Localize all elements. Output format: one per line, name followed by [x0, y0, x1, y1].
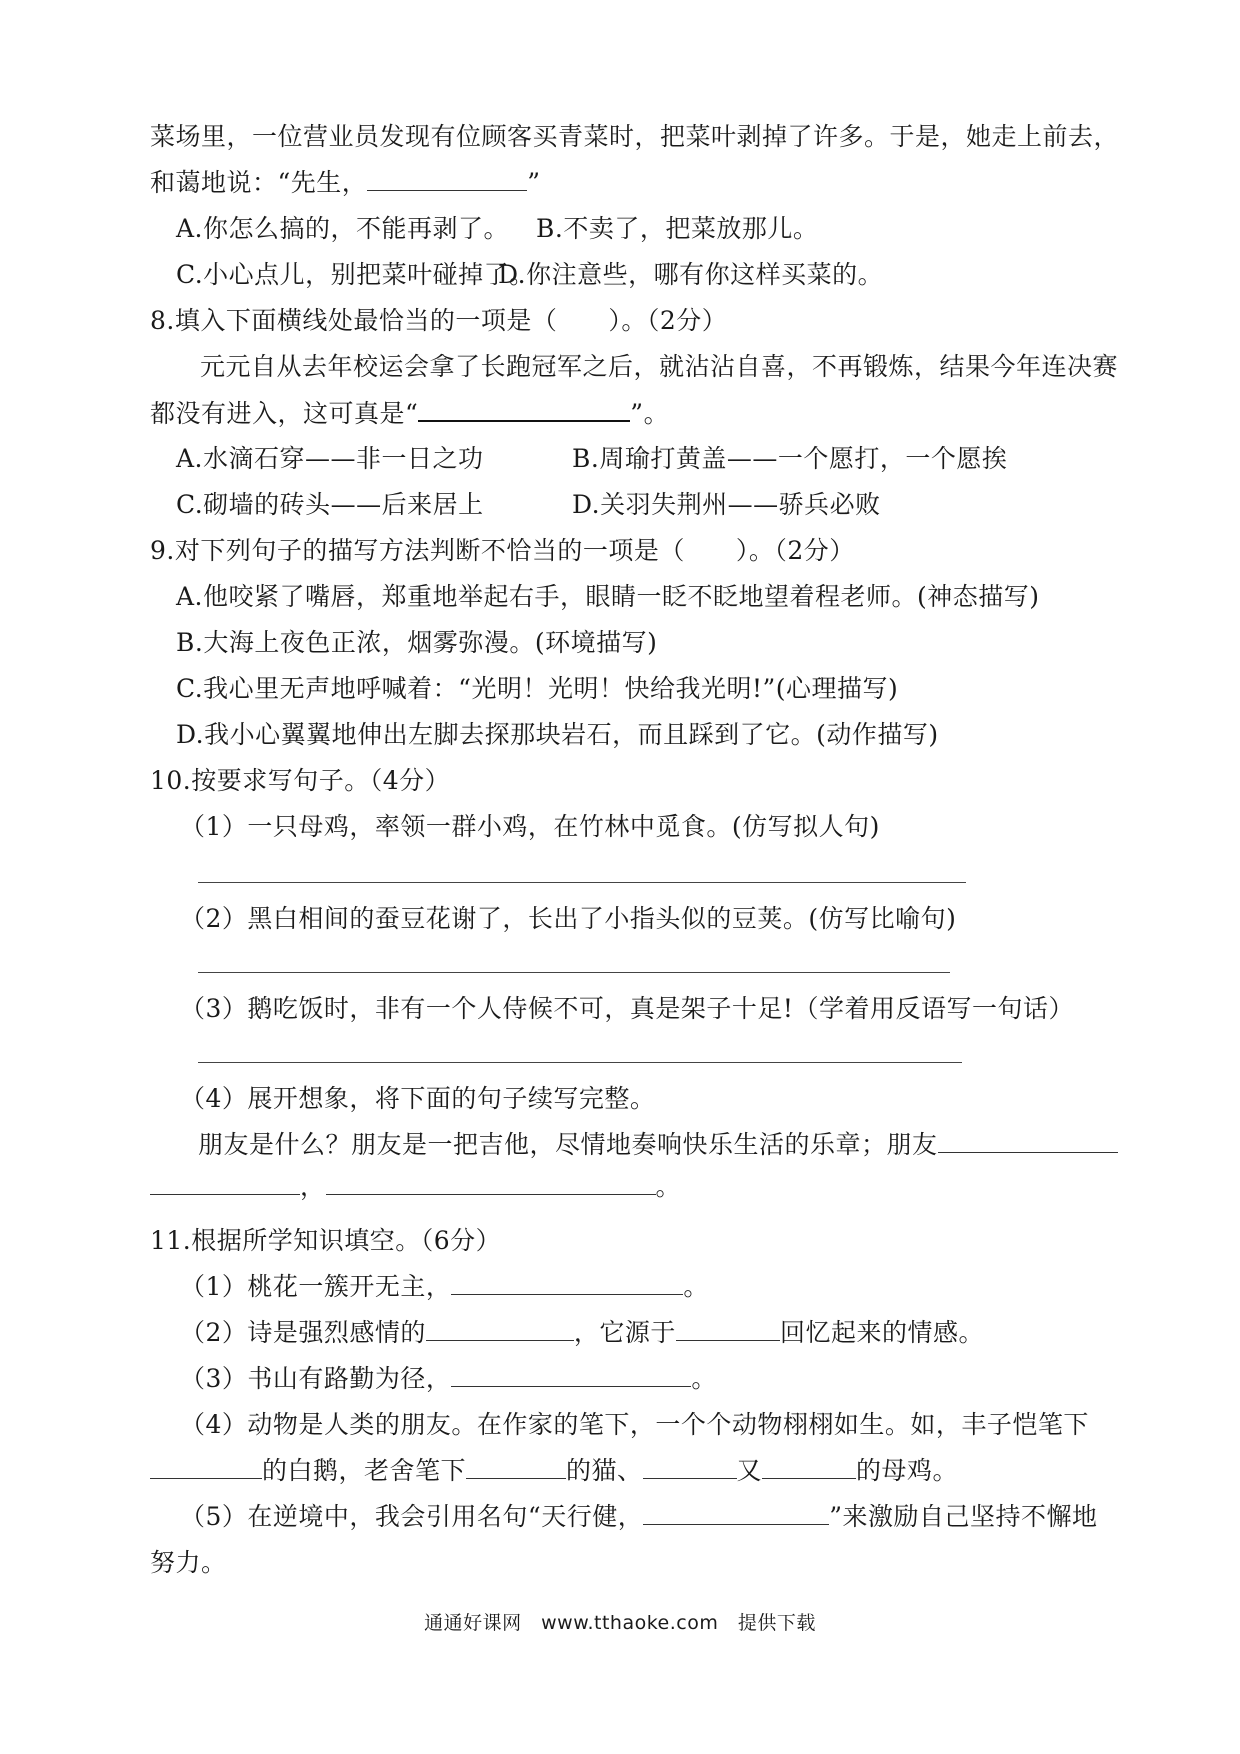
q10-item4-text-a: 朋友是什么？朋友是一把吉他，尽情地奏响快乐生活的乐章；朋友: [198, 1130, 938, 1159]
q11-item4-text-e: 的母鸡。: [856, 1456, 959, 1485]
q11-item4-blank-2[interactable]: [466, 1454, 566, 1479]
q10-item3-answer-line[interactable]: [198, 1062, 962, 1063]
q10-item1-answer-line[interactable]: [198, 882, 966, 883]
q8-option-d: D.关羽失荆州——骄兵必败: [572, 490, 881, 519]
q11-item4-text-c: 的猫、: [566, 1456, 643, 1485]
q7-stem-close-quote: ”: [527, 168, 541, 197]
q7-option-a: A.你怎么搞的，不能再剥了。: [176, 214, 510, 243]
q11-item4-text-d: 又: [736, 1456, 763, 1485]
q8-title: 8.填入下面横线处最恰当的一项是（ ）。（2分）: [150, 306, 728, 335]
q11-item2-text-b: ，它源于: [573, 1318, 676, 1347]
q11-item2-text: （2）诗是强烈感情的: [180, 1318, 426, 1347]
q8-option-b: B.周瑜打黄盖——一个愿打，一个愿挨: [572, 444, 1008, 473]
q11-item4-text-b: 的白鹅，老舍笔下: [262, 1456, 467, 1485]
q11-item3-blank[interactable]: [451, 1362, 691, 1387]
q11-item2: [180, 1316, 984, 1350]
q8-answer-blank[interactable]: [418, 396, 630, 422]
q11-item4-line2: [150, 1454, 958, 1488]
q8-text: 都没有进入，这可真是“: [150, 399, 419, 428]
q11-item4-blank-1[interactable]: [150, 1454, 262, 1479]
q7-stem-text: 和蔼地说：“先生，: [150, 168, 368, 197]
q8-option-c: C.砌墙的砖头——后来居上: [176, 490, 484, 519]
q11-item4-blank-3[interactable]: [643, 1454, 737, 1479]
q9-option-c: C.我心里无声地呼喊着：“光明！光明！快给我光明!”(心理描写): [176, 674, 899, 703]
q8-text-close: ”。: [630, 399, 670, 428]
q10-item4-comma: ，: [300, 1172, 326, 1201]
q11-item2-text-c: 回忆起来的情感。: [779, 1318, 984, 1347]
q10-item4-blank-2[interactable]: [150, 1170, 300, 1195]
q11-item4-blank-4[interactable]: [762, 1454, 856, 1479]
q11-item5-line2: 努力。: [150, 1548, 227, 1577]
q7-answer-blank[interactable]: [367, 166, 527, 191]
page-footer: 通通好课网 www.tthaoke.com 提供下载: [424, 1612, 816, 1634]
q10-item4-text-line2: [150, 1170, 681, 1204]
q11-item4-line1: （4）动物是人类的朋友。在作家的笔下，一个个动物栩栩如生。如，丰子恺笔下: [180, 1410, 1089, 1439]
q10-item4-blank-3[interactable]: [326, 1170, 656, 1195]
q11-item3: [180, 1362, 717, 1396]
q7-stem-line2: [150, 166, 541, 200]
q11-item5-blank[interactable]: [643, 1500, 829, 1525]
q11-item3-text: （3）书山有路勤为径，: [180, 1364, 452, 1393]
q9-option-b: B.大海上夜色正浓，烟雾弥漫。(环境描写): [176, 628, 658, 657]
q9-option-a: A.他咬紧了嘴唇，郑重地举起右手，眼睛一眨不眨地望着程老师。(神态描写): [176, 582, 1040, 611]
q10-item1: （1）一只母鸡，率领一群小鸡，在竹林中觅食。(仿写拟人句): [180, 812, 880, 841]
q8-text-line2: [150, 396, 669, 431]
q11-item5-line1: [180, 1500, 1098, 1534]
q10-title: 10.按要求写句子。（4分）: [150, 766, 451, 795]
q8-option-a: A.水滴石穿——非一日之功: [176, 444, 484, 473]
q11-item1-period: 。: [683, 1272, 709, 1301]
q9-title: 9.对下列句子的描写方法判断不恰当的一项是（ ）。（2分）: [150, 536, 855, 565]
q10-item4-blank-1[interactable]: [938, 1128, 1118, 1153]
q10-item4-text: [198, 1128, 1118, 1162]
q10-item4-period: 。: [655, 1172, 682, 1201]
q11-item1-text: （1）桃花一簇开无主，: [180, 1272, 452, 1301]
q10-item2-answer-line[interactable]: [198, 972, 950, 973]
q10-item4: （4）展开想象，将下面的句子续写完整。: [180, 1084, 656, 1113]
q9-option-d: D.我小心翼翼地伸出左脚去探那块岩石，而且踩到了它。(动作描写): [176, 720, 939, 749]
q10-item2: （2）黑白相间的蚕豆花谢了，长出了小指头似的豆荚。(仿写比喻句): [180, 904, 957, 933]
q11-item2-blank-2[interactable]: [676, 1316, 780, 1341]
q8-text-line1: 元元自从去年校运会拿了长跑冠军之后，就沾沾自喜，不再锻炼，结果今年连决赛: [200, 352, 1119, 381]
q7-option-d: D.你注意些，哪有你这样买菜的。: [498, 260, 884, 289]
q11-item1-blank[interactable]: [451, 1270, 683, 1295]
q7-option-c: C.小心点儿，别把菜叶碰掉了。: [176, 260, 535, 289]
q10-item3: （3）鹅吃饭时，非有一个人侍候不可，真是架子十足!（学着用反语写一句话）: [180, 994, 1074, 1023]
q11-item3-period: 。: [691, 1364, 717, 1393]
q11-item1: [180, 1270, 709, 1304]
q11-item2-blank-1[interactable]: [426, 1316, 574, 1341]
q11-item5-text: （5）在逆境中，我会引用名句“天行健，: [180, 1502, 644, 1531]
q11-title: 11.根据所学知识填空。（6分）: [150, 1226, 502, 1255]
q7-stem-line1: 菜场里，一位营业员发现有位顾客买青菜时，把菜叶剥掉了许多。于是，她走上前去，: [150, 122, 1120, 151]
q7-option-b: B.不卖了，把菜放那儿。: [536, 214, 819, 243]
q11-item5-text-b: ”来激励自己坚持不懈地: [829, 1502, 1098, 1531]
